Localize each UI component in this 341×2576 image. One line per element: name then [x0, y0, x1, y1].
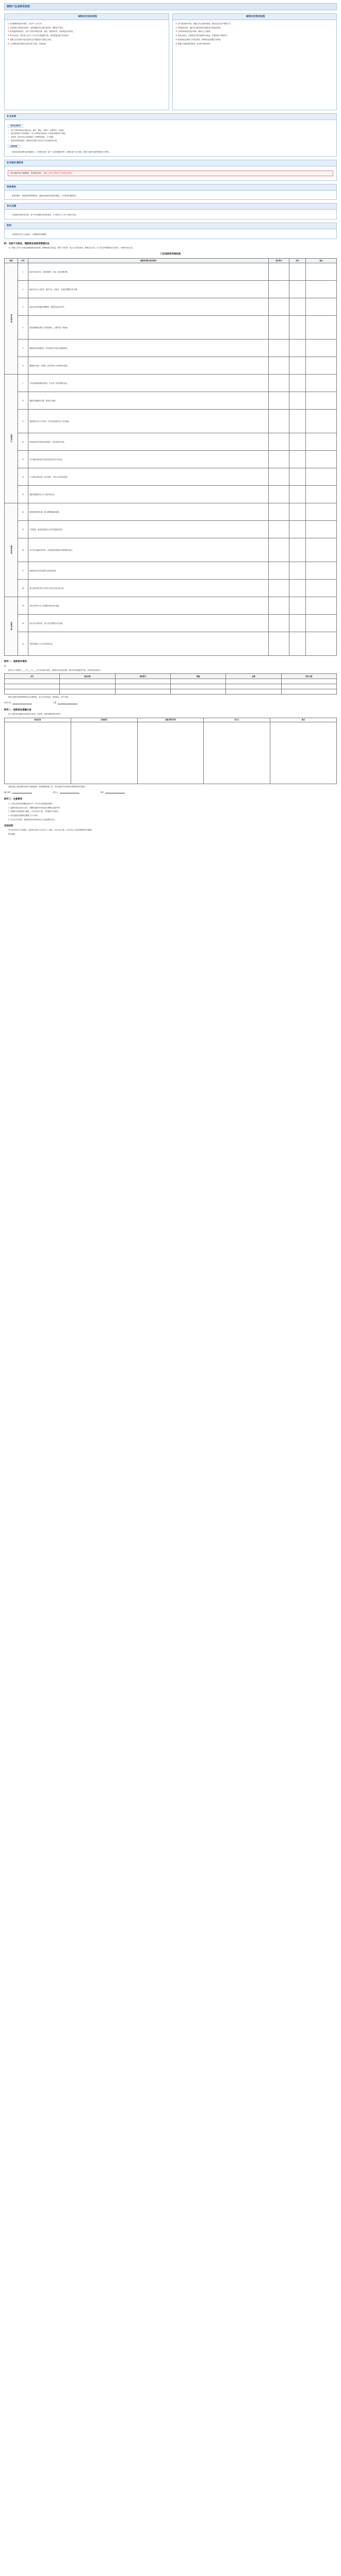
rules-deduction-cell[interactable] — [289, 562, 306, 580]
step-text: 客服人员在系统中登记退货记录并通知客户退款已办理。 — [10, 38, 53, 41]
rules-row-number: 10 — [18, 433, 28, 451]
step-number: 1 — [8, 23, 9, 25]
rules-remark-cell[interactable] — [306, 357, 337, 375]
letter-para-1: 兹有本公司顾客于_____年____月____日在本店购买商品，因商品存在质量问题，现申请办理退换货手续，具体商品信息如下： — [8, 669, 103, 671]
notes-item: • 因质量问题产生的退换货，由公司承担往返运费；非质量问题由客户承担。 — [8, 132, 333, 135]
exchange-process-panel — [172, 13, 337, 110]
rules-row-text: 退换货数据每日汇总上报区域主管。 — [28, 486, 269, 503]
rules-compliance-cell[interactable] — [269, 538, 289, 562]
dispute-title: 争议处理 — [5, 204, 336, 210]
rules-compliance-cell[interactable] — [269, 392, 289, 410]
final-note-title: 附则 — [5, 223, 336, 229]
process-step — [8, 35, 166, 37]
rules-deduction-cell[interactable] — [289, 392, 306, 410]
confirm-date-field[interactable] — [105, 791, 125, 793]
rules-group-label: 商品检验 — [5, 263, 18, 375]
form-column-header: 金额 — [226, 674, 281, 679]
rules-row-number: 15 — [18, 521, 28, 538]
rules-row-text: 门店接到顾客退换货要求，应在第一时间受理并登记。 — [28, 375, 269, 392]
notice-item: 5. 本办法未尽事宜，按国家相关法律法规及公司其他规定执行。 — [8, 818, 57, 821]
rules-table-row — [5, 503, 337, 521]
application-date-field[interactable] — [58, 702, 77, 704]
confirmation-table-row — [5, 722, 337, 784]
rules-deduction-cell[interactable] — [289, 340, 306, 357]
rules-deduction-cell[interactable] — [289, 615, 306, 632]
confirmation-cell[interactable] — [204, 722, 270, 784]
step-text: 换货商品运费按公司规定承担，特殊情况由客服主管审批。 — [177, 38, 222, 41]
rules-row-text: 商品外包装完好，无明显破损、污渍，标签清晰完整。 — [28, 263, 269, 281]
rules-remark-cell[interactable] — [306, 316, 337, 340]
section2-intro: 为了规范门店对不合格品及瑕疵商品的处理，保障顾客合法权益，维护公司信誉，结合公司实际情况，特制定本办法。各门店应严格按照本办法执行，并做好相关记录。 — [8, 247, 134, 249]
form-cell[interactable] — [5, 684, 60, 689]
step-number: 6 — [8, 42, 9, 45]
form-column-header: 商品名称 — [60, 674, 115, 679]
application-form-table — [4, 673, 337, 694]
rules-deduction-cell[interactable] — [289, 521, 306, 538]
step-number: 4 — [8, 35, 9, 37]
process-step — [8, 39, 166, 41]
rules-row-number: 17 — [18, 562, 28, 580]
rules-row-number: 20 — [18, 615, 28, 632]
process-step — [176, 35, 334, 37]
rules-column-header: 是否符合 — [269, 258, 289, 263]
rules-row-text: 退换货单据填写完整，顾客签字确认。 — [28, 392, 269, 410]
rules-row-text: 区域主管每月对门店退换货情况进行抽查。 — [28, 597, 269, 615]
rules-remark-cell[interactable] — [306, 597, 337, 615]
rules-row-number: 2 — [18, 281, 28, 298]
rules-row-number: 5 — [18, 340, 28, 357]
rules-row-text: 换货商品须与原商品同款同价，差价按规定补退。 — [28, 433, 269, 451]
application-form-body — [5, 679, 337, 694]
rules-row-text: 对不符合退换货条件的，应向顾客说明原因并提供解决建议。 — [28, 538, 269, 562]
notes-list — [8, 129, 333, 142]
step-text: 审核换货申请，确认符合换货条件后通知客户将商品寄回。 — [177, 26, 222, 29]
fee-subheading: 运费说明 — [8, 145, 20, 148]
rules-deduction-cell[interactable] — [289, 375, 306, 392]
rules-compliance-cell[interactable] — [269, 580, 289, 597]
rules-deduction-cell[interactable] — [289, 281, 306, 298]
rules-compliance-cell[interactable] — [269, 340, 289, 357]
form-row — [5, 679, 337, 684]
rules-remark-cell[interactable] — [306, 503, 337, 521]
rules-table-row — [5, 521, 337, 538]
rules-row-number: 12 — [18, 468, 28, 486]
attachment-one — [4, 661, 337, 704]
notes-panel — [4, 113, 337, 157]
application-date-label: 日期： — [53, 702, 58, 704]
rules-remark-cell[interactable] — [306, 375, 337, 392]
form-cell[interactable] — [5, 679, 60, 684]
special-title: 特殊情况 — [5, 184, 336, 191]
rules-deduction-cell[interactable] — [289, 503, 306, 521]
handler-field[interactable] — [60, 791, 79, 793]
rules-row-text: 不合格品单独存放，标识清楚，不得与正常商品混放。 — [28, 468, 269, 486]
confirmation-cell[interactable] — [5, 722, 71, 784]
rules-deduction-cell[interactable] — [289, 538, 306, 562]
form-cell[interactable] — [60, 684, 115, 689]
process-step — [176, 43, 334, 45]
notes-subheading: 退货注意事项 — [8, 124, 23, 128]
confirmation-table — [4, 718, 337, 784]
rules-table-header — [5, 258, 337, 263]
process-step — [8, 23, 166, 25]
exchange-steps-list — [173, 20, 337, 49]
page-title: 邮购产品退换货流程 — [4, 3, 337, 10]
rules-row-number: 9 — [18, 410, 28, 433]
process-step — [8, 27, 166, 29]
rules-column-header: 退换货审核内容及要求 — [28, 258, 269, 263]
rules-row-text: 顾客投诉应及时处理并记录处理结果。 — [28, 562, 269, 580]
return-process-title: 邮购买的退货流程 — [5, 14, 169, 20]
rules-row-number: 13 — [18, 486, 28, 503]
rules-table-row — [5, 298, 337, 316]
special-text: 如遇节假日、物流延误等特殊情况，退换货处理时间将相应顺延，公司将及时通知客户。 — [12, 194, 78, 197]
step-number: 5 — [175, 38, 177, 41]
rules-row-text: 接待顾客热情礼貌，耐心解释退换货政策。 — [28, 503, 269, 521]
rules-deduction-cell[interactable] — [289, 632, 306, 656]
form-cell[interactable] — [281, 689, 336, 694]
fee-text: 因商品质量问题引起的退换货，公司承担运费；客户个人原因退换货的，运费由客户自行承担，请客户选择可追踪的物流方式寄回。 — [12, 151, 111, 154]
rules-table-row — [5, 375, 337, 392]
rules-row-text: 退款按原支付方式办理，不得以现金替代电子支付退款。 — [28, 410, 269, 433]
application-form-header — [5, 674, 337, 679]
step-number: 2 — [8, 26, 9, 29]
rules-remark-cell[interactable] — [306, 562, 337, 580]
rules-remark-cell[interactable] — [306, 615, 337, 632]
confirm-date-label: 日期： — [100, 791, 105, 793]
dispute-panel — [4, 203, 337, 219]
rules-column-header: 类别 — [5, 258, 18, 263]
process-step — [8, 43, 166, 45]
rules-deduction-cell[interactable] — [289, 580, 306, 597]
form-cell[interactable] — [226, 689, 281, 694]
step-text: 收到邮购的退货申请后，应在3个工作日内 — [10, 23, 42, 25]
attachment-two — [4, 709, 337, 794]
rules-remark-cell[interactable] — [306, 433, 337, 451]
form-cell[interactable] — [281, 684, 336, 689]
form-cell[interactable] — [60, 679, 115, 684]
form-cell[interactable] — [115, 679, 170, 684]
rules-row-text: 商品在规定的退换货期限内，购物凭证真实有效。 — [28, 298, 269, 316]
closing-text: 本办法自发布之日起施行，原有相关规定与本办法不一致的，以本办法为准。本办法由公司运营管理部负责解释。 — [8, 829, 93, 832]
rules-row-number: 11 — [18, 451, 28, 468]
rules-row-text: 不得推诿、拖延或拒绝符合条件的退换货要求。 — [28, 521, 269, 538]
contact-highlight: 客服人员将为您提供专业的退换货服务。 — [43, 172, 74, 174]
rules-deduction-cell[interactable] — [289, 451, 306, 468]
applicant-store-field[interactable] — [12, 702, 32, 704]
rules-remark-cell[interactable] — [306, 392, 337, 410]
rules-compliance-cell[interactable] — [269, 298, 289, 316]
step-number: 4 — [175, 35, 177, 37]
form-row — [5, 684, 337, 689]
rules-remark-cell[interactable] — [306, 538, 337, 562]
step-number: 6 — [175, 42, 177, 45]
rules-table-row — [5, 316, 337, 340]
rules-row-number: 19 — [18, 597, 28, 615]
rules-table-row — [5, 632, 337, 656]
step-number: 5 — [8, 38, 9, 41]
confirm-unit-label: 确认单位： — [4, 791, 13, 793]
form-cell[interactable] — [115, 689, 170, 694]
form-column-header: 购买日期 — [281, 674, 336, 679]
rules-remark-cell[interactable] — [306, 263, 337, 281]
rules-table-body — [5, 263, 337, 656]
rules-compliance-cell[interactable] — [269, 433, 289, 451]
rules-row-text: 质量问题商品须经门店检验确认，必要时送厂家检测。 — [28, 316, 269, 340]
dispute-text: 对退换货结果有异议的，客户可向客服主管申请复核，公司将在3个工作日内给予答复。 — [12, 214, 78, 216]
return-steps-list — [5, 20, 169, 49]
applicant-store-label: 申请门店： — [4, 702, 13, 704]
rules-table-row — [5, 410, 337, 433]
rules-row-text: 商品本身无人为损坏，配件齐全，说明书、合格证等随附文件完整。 — [28, 281, 269, 298]
contact-text: 请在退换货前与客服联系，售后服务热线： — [10, 172, 43, 174]
notice-item: 2. 退换货商品运回总仓时，应随附退换货申请表及处理确认函复印件。 — [8, 806, 62, 809]
step-number: 3 — [8, 30, 9, 33]
rules-compliance-cell[interactable] — [269, 357, 289, 375]
confirmation-column-header: 处理意见 — [71, 718, 137, 722]
step-text: 客户提出换货申请，客服人员记录换货原因、商品信息及客户联系方式。 — [177, 23, 233, 25]
rules-group-label: 监督考核 — [5, 597, 18, 656]
rules-row-number: 3 — [18, 298, 28, 316]
return-process-panel — [4, 13, 169, 110]
notice-list — [4, 803, 337, 821]
rules-table-row — [5, 392, 337, 410]
rules-deduction-cell[interactable] — [289, 486, 306, 503]
step-number: 1 — [175, 23, 177, 25]
confirmation-cell[interactable] — [71, 722, 137, 784]
rules-compliance-cell[interactable] — [269, 521, 289, 538]
rules-row-text: 考核结果纳入门店月度绩效评定。 — [28, 632, 269, 656]
process-step — [176, 23, 334, 25]
rules-row-number: 1 — [18, 263, 28, 281]
rules-compliance-cell[interactable] — [269, 263, 289, 281]
step-text: 已办理的退货单据交由相关部门存档，以备查询。 — [10, 42, 47, 45]
rules-group-label: 流程执行 — [5, 375, 18, 503]
letter-para-4: 请贵店按上述处理意见及时与顾客联系，做好解释说明工作，并在处理完毕后将相关单据回传我司备案。 — [8, 785, 87, 788]
contact-panel — [4, 160, 337, 181]
rules-row-number: 21 — [18, 632, 28, 656]
rules-compliance-cell[interactable] — [269, 316, 289, 340]
notice-item: 4. 所有退换货单据保存期限不少于两年。 — [8, 815, 40, 817]
rules-table-row — [5, 340, 337, 357]
rules-column-header: 序号 — [18, 258, 28, 263]
attachment-three — [4, 799, 337, 835]
rules-table-row — [5, 263, 337, 281]
rules-remark-cell[interactable] — [306, 340, 337, 357]
rules-column-header: 扣分 — [289, 258, 306, 263]
step-text: 客服人员跟踪换货物流，直至客户确认收货。 — [177, 42, 212, 45]
rules-row-number: 18 — [18, 580, 28, 597]
rules-table-row — [5, 580, 337, 597]
rules-remark-cell[interactable] — [306, 298, 337, 316]
rules-compliance-cell[interactable] — [269, 410, 289, 433]
letter-para-3: 贵公司提交的退换货申请我司已收到，经审核，现将处理结果告知如下： — [8, 713, 63, 716]
notice-item: 3. 如顾客对处理结果不满意，门店应及时上报，不得擅自作出承诺。 — [8, 810, 60, 813]
rules-compliance-cell[interactable] — [269, 615, 289, 632]
step-text: 收到退回的商品后，仓库人员核对商品名称、数量、规格等信息，检查商品完好情况。 — [10, 30, 75, 33]
rules-deduction-cell[interactable] — [289, 433, 306, 451]
notice-item: 1. 门店应在收到处理确认函后3个工作日内完成退换货操作。 — [8, 802, 54, 805]
form-cell[interactable] — [5, 689, 60, 694]
rules-row-number: 7 — [18, 375, 28, 392]
special-panel — [4, 184, 337, 200]
rules-remark-cell[interactable] — [306, 281, 337, 298]
rules-compliance-cell[interactable] — [269, 597, 289, 615]
rules-remark-cell[interactable] — [306, 521, 337, 538]
rules-table — [4, 258, 337, 656]
process-step — [176, 30, 334, 33]
letter-to: 致： — [4, 665, 8, 667]
rules-table-row — [5, 562, 337, 580]
rules-remark-cell[interactable] — [306, 410, 337, 433]
form-cell[interactable] — [115, 684, 170, 689]
confirmation-column-header: 退款/换货安排 — [137, 718, 204, 722]
rules-row-text: 瑕疵商品应拍照留存，并在系统中详细记录瑕疵情况。 — [28, 340, 269, 357]
attachment-one-title: 附件一：退换货申请表 — [4, 660, 27, 664]
rules-row-number: 16 — [18, 538, 28, 562]
rules-remark-cell[interactable] — [306, 632, 337, 656]
rules-row-text: 当日退换货商品应在营业结束前完成入库登记。 — [28, 451, 269, 468]
step-text: 在接到客户的退货申请后，经审核确认符合退货条件的，通知客户寄回。 — [10, 26, 64, 29]
rules-row-number: 6 — [18, 357, 28, 375]
rules-deduction-cell[interactable] — [289, 298, 306, 316]
process-step — [8, 30, 166, 33]
step-number: 2 — [175, 26, 177, 29]
process-columns — [4, 13, 337, 110]
rules-deduction-cell[interactable] — [289, 316, 306, 340]
handler-label: 经办人： — [53, 791, 60, 793]
rules-table-row — [5, 538, 337, 562]
rules-compliance-cell[interactable] — [269, 562, 289, 580]
notes-item: • 退货款项原路退回，到账时间以银行或支付平台处理时间为准。 — [8, 140, 333, 142]
confirmation-cell[interactable] — [270, 722, 337, 784]
rules-row-number: 8 — [18, 392, 28, 410]
notes-item: • 定制类、贴身类及已拆封影响二次销售的商品，不予退换。 — [8, 136, 333, 139]
rules-row-text: 重大投诉事件须在2小时内上报店长及区域主管。 — [28, 580, 269, 597]
rules-table-row — [5, 468, 337, 486]
form-column-header: 序号 — [5, 674, 60, 679]
rules-table-row — [5, 451, 337, 468]
rules-table-row — [5, 615, 337, 632]
final-note-text: 本流程自发布之日起执行，由客服部负责解释。 — [12, 233, 48, 236]
rules-compliance-cell[interactable] — [269, 503, 289, 521]
rules-column-header: 备注 — [306, 258, 337, 263]
rules-deduction-cell[interactable] — [289, 597, 306, 615]
form-cell[interactable] — [170, 679, 225, 684]
attachment-two-title: 附件二：退换货处理确认函 — [4, 708, 31, 711]
form-cell[interactable] — [226, 684, 281, 689]
letter-para-2: 顾客已按要求提供购物凭证及完整商品，经门店初步检验，情况属实，请予办理。 — [8, 696, 70, 699]
form-cell[interactable] — [281, 679, 336, 684]
rules-remark-cell[interactable] — [306, 580, 337, 597]
rules-row-number: 14 — [18, 503, 28, 521]
form-cell[interactable] — [226, 679, 281, 684]
rules-table-row — [5, 486, 337, 503]
rules-compliance-cell[interactable] — [269, 451, 289, 468]
rules-table-title: 门店退换货审核标准 — [160, 253, 181, 256]
form-cell[interactable] — [60, 689, 115, 694]
notes-item: • 客户应保持商品及包装完好，配件、赠品、说明书、发票等应一并退回。 — [8, 129, 333, 132]
form-row — [5, 689, 337, 694]
form-column-header: 数量 — [170, 674, 225, 679]
rules-row-text: 赠品随主商品一并退回，缺失的按公示价格折价处理。 — [28, 357, 269, 375]
exchange-process-title: 邮购买的换货流程 — [173, 14, 337, 20]
rules-table-row — [5, 357, 337, 375]
rules-deduction-cell[interactable] — [289, 410, 306, 433]
form-column-header: 规格型号 — [115, 674, 170, 679]
confirmation-column-header: 备注 — [270, 718, 337, 722]
rules-remark-cell[interactable] — [306, 486, 337, 503]
rules-compliance-cell[interactable] — [269, 486, 289, 503]
step-text: 检验合格后，仓库按客户要求重新发出商品，并通知客户物流单号。 — [177, 35, 229, 37]
section2-title: 附：店面不合格品、瑕疵商品退换货管理办法 — [4, 242, 50, 245]
process-step — [176, 39, 334, 41]
rules-row-number: 4 — [18, 316, 28, 340]
closing-end: 特此通知。 — [8, 833, 17, 835]
rules-compliance-cell[interactable] — [269, 632, 289, 656]
confirmation-column-header: 经办人 — [204, 718, 270, 722]
contact-box — [8, 171, 333, 176]
form-cell[interactable] — [170, 689, 225, 694]
confirmation-cell[interactable] — [137, 722, 204, 784]
attachment-three-title: 附件三：注意事项 — [4, 798, 23, 801]
rules-compliance-cell[interactable] — [269, 375, 289, 392]
confirmation-column-header: 商品信息 — [5, 718, 71, 722]
contact-title: 如有疑问请联系 — [5, 160, 336, 166]
rules-group-label: 服务规范 — [5, 503, 18, 597]
final-note-panel — [4, 223, 337, 239]
notes-title: 补充说明 — [5, 114, 336, 120]
rules-deduction-cell[interactable] — [289, 468, 306, 486]
step-text: 核对无误后，财务部门在5个工作日内办理退款手续，将货款退回客户指定账户。 — [10, 35, 71, 37]
rules-table-row — [5, 597, 337, 615]
rules-deduction-cell[interactable] — [289, 357, 306, 375]
rules-remark-cell[interactable] — [306, 451, 337, 468]
process-step — [176, 27, 334, 29]
step-text: 仓库收到商品后进行检验，确认无人为损坏。 — [177, 30, 212, 33]
rules-table-row — [5, 433, 337, 451]
rules-remark-cell[interactable] — [306, 468, 337, 486]
rules-compliance-cell[interactable] — [269, 281, 289, 298]
rules-compliance-cell[interactable] — [269, 468, 289, 486]
rules-row-text: 违反本办法规定的，按公司奖惩制度予以处理。 — [28, 615, 269, 632]
step-number: 3 — [175, 30, 177, 33]
rules-table-row — [5, 281, 337, 298]
closing-title: 其他说明 — [4, 824, 13, 827]
rules-deduction-cell[interactable] — [289, 263, 306, 281]
confirm-unit-field[interactable] — [12, 791, 32, 793]
form-cell[interactable] — [170, 684, 225, 689]
confirmation-table-header — [5, 718, 337, 722]
